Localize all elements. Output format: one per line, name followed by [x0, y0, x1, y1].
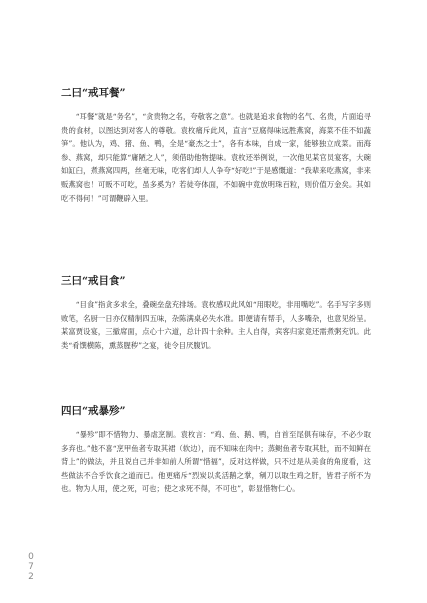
page-number-digit: 7: [28, 562, 34, 572]
page-number: [26, 552, 36, 582]
section-body: “耳餐”就是“务名”，“贪贵物之名，夸敬客之意”。也就是追求食物的名气、名贵，片面追寻贵的食材，以图达到对客人的尊敬。袁枚痛斥此风，直言“豆腐得味远胜燕窝，海菜不佳不如蔬笋”。他认为，鸡、猪、鱼、鸭，全是“豪杰之士”，各有本味，自成一家，能够独立成菜。而海参、燕窝，却只能算“庸陋之人”，须借助他物提味。袁枚还举例说，一次他见某官员宴客，大碗如缸臼，煮燕窝四两，丝毫无味，吃客们却人人争夸“好吃!”于是感慨道：“我辈来吃燕窝，非来贩燕窝也！可贩不可吃，虽多奚为？若徒夸体面，不如碗中竟放明珠百粒，则价值万金矣。其如吃不得何！”可谓鞭辟入里。: [61, 112, 371, 203]
section-jie-er-can: [61, 86, 371, 205]
page-number-digit: 0: [28, 552, 34, 562]
section-heading: 四曰“戒暴殄”: [61, 405, 126, 417]
section-body: “暴殄”即不惜物力、暴虐烹制。袁枚言：“鸡、鱼、鹅、鸭，自首至尾俱有味存，不必少取多弃也。”他不喜“烹甲鱼者专取其裙（软边），而不知味在肉中；蒸鲥鱼者专取其肚，而不知鲜在背上”的做法，并且说自己并非如前人所谓“惜福”，反对这样做，只不过是从美食的角度看，这些做法不合乎饮食之道而已。他更痛斥“烈炭以炙活鹅之掌，剜刀以取生鸡之肝，皆君子所不为也。物为人用，使之死，可也；使之求死不得，不可也”，彰显惜物仁心。: [61, 430, 371, 494]
page-number-digit: 2: [28, 572, 34, 582]
section-heading: 三曰“戒目食”: [61, 275, 126, 287]
section-body: “目食”指贪多求全，叠碗垒盘充排场。袁枚感叹此风如“用眼吃，非用嘴吃”。名手写字多则败笔，名厨一日亦仅精制四五味，杂陈满桌必失水准。即便请有帮手，人多嘴杂，也意见纷呈。某富贾设宴，三撤席面，点心十六道，总计四十余种。主人自得，宾客归家竟还需煮粥充饥。此类“肴馔横陈，熏蒸腥秽”之宴，徒令目厌腹饥。: [61, 300, 371, 350]
section-jie-mu-shi: [61, 274, 371, 352]
section-jie-bao-tian: [61, 404, 371, 496]
section-heading: 二曰“戒耳餐”: [61, 87, 126, 99]
